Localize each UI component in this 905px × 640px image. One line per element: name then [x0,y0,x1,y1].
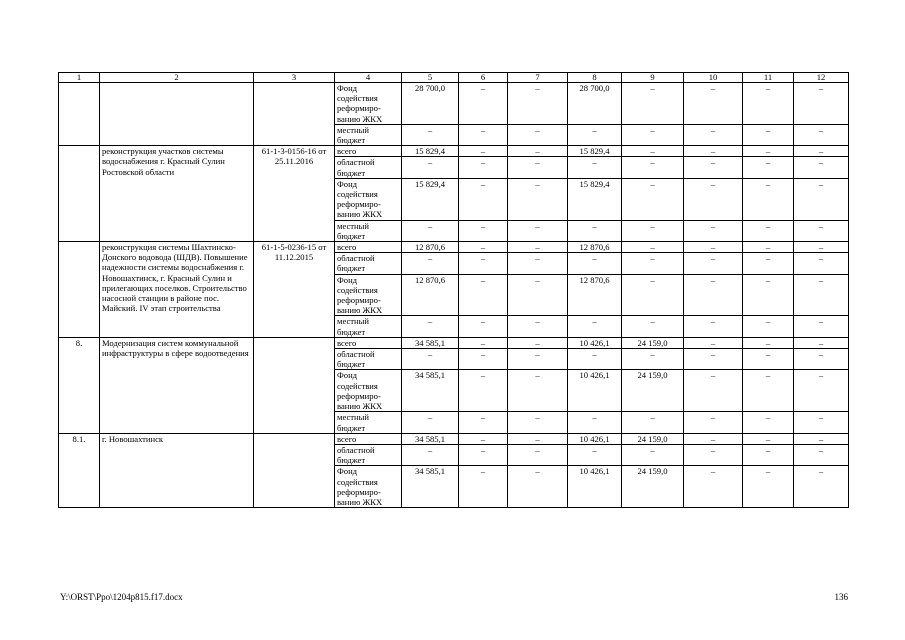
funding-source: всего [335,433,402,444]
value-cell: – [568,349,622,370]
value-cell: – [743,337,794,348]
value-cell: 10 426,1 [568,433,622,444]
value-cell: – [459,178,508,220]
column-number: 12 [794,73,849,83]
funding-source: областной бюджет [335,444,402,465]
value-cell: – [508,146,568,157]
funding-source: Фонд содействия реформиро-ванию ЖКХ [335,466,402,508]
value-cell: – [622,412,684,433]
column-number: 4 [335,73,402,83]
funding-source: всего [335,337,402,348]
value-cell: – [743,220,794,241]
value-cell: – [794,349,849,370]
item-code [254,433,335,507]
table-row [59,433,849,444]
value-cell: – [743,178,794,220]
value-cell: – [743,83,794,125]
value-cell: 34 585,1 [402,466,459,508]
value-cell: 10 426,1 [568,337,622,348]
column-number: 7 [508,73,568,83]
value-cell: – [459,466,508,508]
value-cell: – [568,253,622,274]
column-number: 10 [684,73,743,83]
value-cell: – [459,146,508,157]
table-row [59,242,849,253]
value-cell: – [743,444,794,465]
value-cell: – [684,337,743,348]
value-cell: 34 585,1 [402,337,459,348]
value-cell: – [459,220,508,241]
column-number: 5 [402,73,459,83]
value-cell: – [568,316,622,337]
column-number: 6 [459,73,508,83]
value-cell: – [684,349,743,370]
value-cell: 28 700,0 [568,83,622,125]
item-code [254,83,335,146]
value-cell: – [794,466,849,508]
value-cell: 15 829,4 [568,146,622,157]
item-name: реконструкция системы Шахтинско-Донского водовода (ШДВ). Повышение надежности системы водоснабжения г. Новошахтинск, г. Красный Сулин и прилегающих поселков. Строительство насосной станции в районе пос. Майский. IV этап строительства [100,242,254,338]
value-cell: – [684,124,743,145]
item-name: реконструкция участков системы водоснабжения г. Красный Сулин Ростовской области [100,146,254,242]
value-cell: – [684,444,743,465]
item-name [100,83,254,146]
value-cell: – [684,433,743,444]
item-code [254,337,335,433]
value-cell: – [568,124,622,145]
page-number: 136 [834,592,848,602]
value-cell: – [622,274,684,316]
value-cell: – [743,349,794,370]
value-cell: – [508,220,568,241]
value-cell: – [508,274,568,316]
value-cell: 12 870,6 [402,274,459,316]
value-cell: – [459,157,508,178]
value-cell: – [508,316,568,337]
funding-source: местный бюджет [335,220,402,241]
value-cell: – [459,444,508,465]
value-cell: – [794,146,849,157]
value-cell: – [794,157,849,178]
value-cell: 34 585,1 [402,370,459,412]
value-cell: – [684,146,743,157]
value-cell: – [622,124,684,145]
item-name: г. Новошахтинск [100,433,254,507]
table-row [59,83,849,125]
value-cell: – [794,242,849,253]
value-cell: – [794,316,849,337]
value-cell: – [459,253,508,274]
value-cell: – [794,220,849,241]
value-cell: – [508,83,568,125]
value-cell: – [568,412,622,433]
value-cell: – [743,433,794,444]
value-cell: – [684,412,743,433]
value-cell: – [508,124,568,145]
value-cell: – [568,220,622,241]
value-cell: – [508,337,568,348]
funding-source: всего [335,242,402,253]
value-cell: – [508,178,568,220]
value-cell: – [743,316,794,337]
column-number-row [59,73,849,83]
budget-table [58,72,849,508]
value-cell: – [508,242,568,253]
value-cell: – [794,83,849,125]
value-cell: – [402,316,459,337]
value-cell: – [508,253,568,274]
value-cell: – [402,157,459,178]
value-cell: – [459,274,508,316]
value-cell: – [508,444,568,465]
value-cell: – [794,337,849,348]
column-number: 1 [59,73,100,83]
value-cell: – [684,83,743,125]
value-cell: – [508,466,568,508]
value-cell: 15 829,4 [568,178,622,220]
value-cell: – [622,157,684,178]
item-number [59,242,100,338]
value-cell: – [402,220,459,241]
value-cell: – [684,370,743,412]
item-name: Модернизация систем коммунальной инфраструктуры в сфере водоотведения [100,337,254,433]
value-cell: 28 700,0 [402,83,459,125]
value-cell: 12 870,6 [568,274,622,316]
value-cell: – [459,433,508,444]
funding-source: Фонд содействия реформиро-ванию ЖКХ [335,178,402,220]
value-cell: – [459,316,508,337]
value-cell: – [743,253,794,274]
value-cell: – [622,220,684,241]
item-number [59,146,100,242]
value-cell: – [459,83,508,125]
value-cell: – [622,444,684,465]
value-cell: – [684,253,743,274]
funding-source: местный бюджет [335,412,402,433]
value-cell: – [568,157,622,178]
funding-source: областной бюджет [335,253,402,274]
value-cell: – [508,412,568,433]
item-number [59,83,100,146]
value-cell: 24 159,0 [622,433,684,444]
funding-source: местный бюджет [335,124,402,145]
funding-source: местный бюджет [335,316,402,337]
value-cell: – [684,157,743,178]
value-cell: – [459,370,508,412]
value-cell: 24 159,0 [622,466,684,508]
value-cell: – [459,412,508,433]
value-cell: 12 870,6 [402,242,459,253]
column-number: 11 [743,73,794,83]
value-cell: – [402,124,459,145]
value-cell: – [794,370,849,412]
column-number: 3 [254,73,335,83]
value-cell: – [508,349,568,370]
value-cell: – [743,242,794,253]
document-path: Y:\ORST\Ppo\1204p815.f17.docx [60,592,183,602]
value-cell: – [684,274,743,316]
value-cell: – [743,274,794,316]
value-cell: – [402,412,459,433]
value-cell: – [794,444,849,465]
value-cell: – [743,412,794,433]
funding-source: всего [335,146,402,157]
value-cell: – [402,444,459,465]
value-cell: 34 585,1 [402,433,459,444]
value-cell: – [794,253,849,274]
value-cell: – [622,316,684,337]
value-cell: – [743,466,794,508]
value-cell: 12 870,6 [568,242,622,253]
item-number: 8. [59,337,100,433]
value-cell: – [684,178,743,220]
funding-source: Фонд содействия реформиро-ванию ЖКХ [335,370,402,412]
value-cell: – [508,157,568,178]
value-cell: – [459,242,508,253]
funding-source: областной бюджет [335,349,402,370]
value-cell: – [508,370,568,412]
value-cell: – [743,146,794,157]
value-cell: – [794,274,849,316]
value-cell: – [402,253,459,274]
value-cell: – [743,124,794,145]
value-cell: – [622,178,684,220]
value-cell: – [684,242,743,253]
value-cell: – [622,146,684,157]
value-cell: 10 426,1 [568,466,622,508]
column-number: 2 [100,73,254,83]
value-cell: – [794,412,849,433]
value-cell: – [568,444,622,465]
value-cell: – [459,337,508,348]
value-cell: – [508,433,568,444]
value-cell: – [794,178,849,220]
value-cell: 15 829,4 [402,146,459,157]
value-cell: – [459,349,508,370]
item-number: 8.1. [59,433,100,507]
item-code: 61-1-5-0236-15 от 11.12.2015 [254,242,335,338]
value-cell: – [794,124,849,145]
value-cell: – [684,316,743,337]
funding-source: областной бюджет [335,157,402,178]
value-cell: – [459,124,508,145]
value-cell: – [743,157,794,178]
value-cell: – [622,242,684,253]
value-cell: – [684,466,743,508]
value-cell: 24 159,0 [622,337,684,348]
item-code: 61-1-3-0156-16 от 25.11.2016 [254,146,335,242]
table-row [59,146,849,157]
value-cell: – [402,349,459,370]
value-cell: – [794,433,849,444]
funding-source: Фонд содействия реформиро-ванию ЖКХ [335,274,402,316]
table-row [59,337,849,348]
value-cell: 15 829,4 [402,178,459,220]
value-cell: 24 159,0 [622,370,684,412]
funding-source: Фонд содействия реформиро-ванию ЖКХ [335,83,402,125]
column-number: 9 [622,73,684,83]
value-cell: – [684,220,743,241]
value-cell: – [622,253,684,274]
column-number: 8 [568,73,622,83]
value-cell: – [622,349,684,370]
value-cell: – [743,370,794,412]
value-cell: – [622,83,684,125]
value-cell: 10 426,1 [568,370,622,412]
